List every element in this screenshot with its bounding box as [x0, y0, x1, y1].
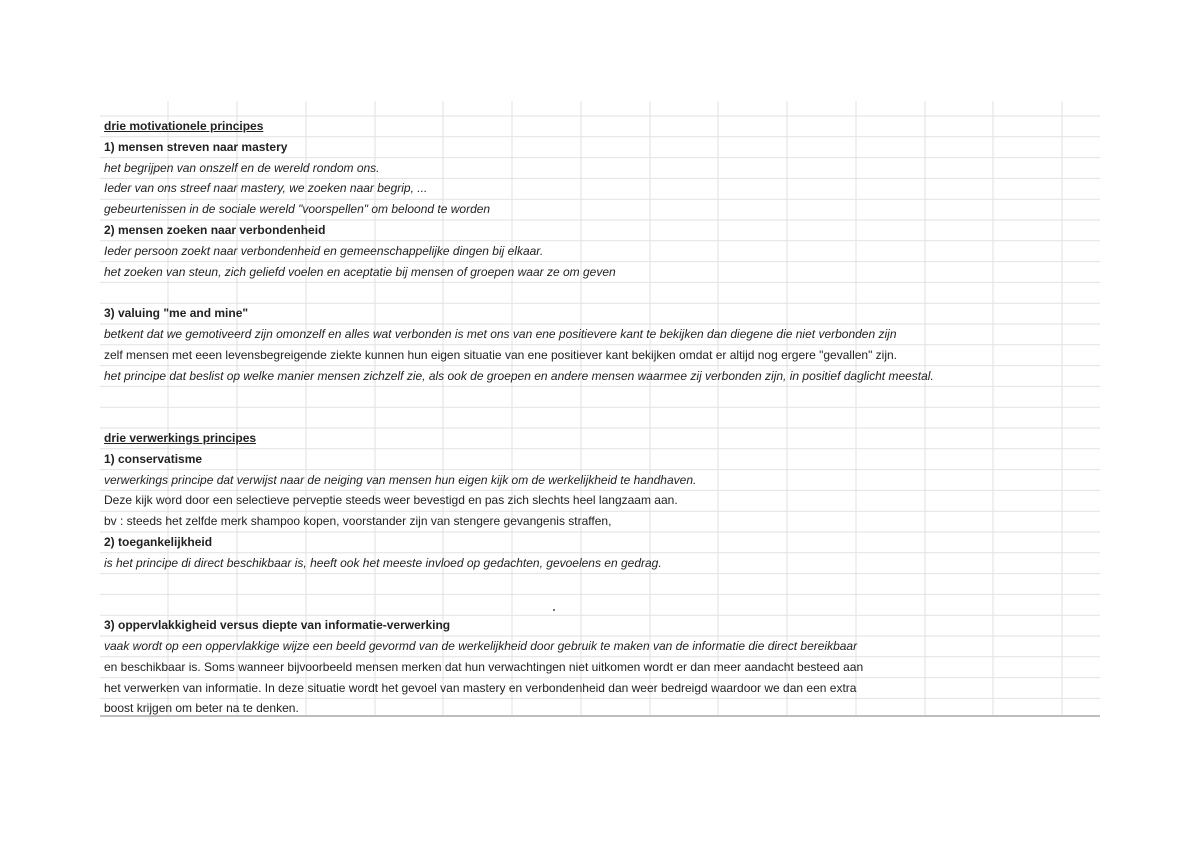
sheet-row[interactable] — [100, 470, 1100, 491]
sheet-row[interactable] — [100, 220, 1100, 241]
cell-text: het verwerken van informatie. In deze situatie wordt het gevoel van mastery en verbondenheid dan weer bedreigd waardoor we dan een extra — [104, 680, 857, 695]
sheet-row[interactable] — [100, 137, 1100, 158]
cell-text: 2) toegankelijkheid — [104, 534, 213, 549]
cell-text: bv : steeds het zelfde merk shampoo kopen, voorstander zijn van stengere gevangenis straffen, — [104, 514, 612, 529]
sheet-row[interactable] — [100, 553, 1100, 574]
sheet-row[interactable] — [100, 282, 1100, 303]
cell-text: gebeurtenissen in de sociale wereld "voorspellen" om beloond te worden — [104, 202, 491, 217]
cell-text: zelf mensen met eeen levensbegreigende ziekte kunnen hun eigen situatie van ene positiever kant bekijken omdat er altijd nog ergere "gevallen" zijn. — [104, 347, 898, 362]
sheet-row[interactable] — [100, 199, 1100, 220]
sheet-row[interactable] — [100, 345, 1100, 366]
sheet-row[interactable] — [100, 449, 1100, 470]
sheet-row[interactable] — [100, 574, 1100, 595]
sheet-row[interactable] — [100, 366, 1100, 387]
cell-text: drie verwerkings principes — [104, 430, 257, 445]
cell-text: 1) mensen streven naar mastery — [104, 139, 288, 154]
sheet-row[interactable] — [100, 657, 1100, 678]
cell-text: en beschikbaar is. Soms wanneer bijvoorbeeld mensen merken dat hun verwachtingen niet uitkomen wordt er dan meer aandacht besteed aan — [104, 659, 864, 674]
cell-text: 3) oppervlakkigheid versus diepte van informatie-verwerking — [104, 618, 451, 633]
sheet-row[interactable] — [100, 241, 1100, 262]
cell-text: 1) conservatisme — [104, 451, 203, 466]
cell-rows — [100, 116, 1100, 717]
sheet-bottom-border — [100, 715, 1100, 717]
sheet-row[interactable] — [100, 594, 1100, 615]
sheet-row[interactable] — [100, 428, 1100, 449]
sheet-row[interactable] — [100, 386, 1100, 407]
stray-mark — [553, 609, 555, 611]
cell-text: is het principe di direct beschikbaar is, heeft ook het meeste invloed op gedachten, gevoelens en gedrag. — [104, 555, 662, 570]
cell-text: het principe dat beslist op welke manier mensen zichzelf zie, als ook de groepen en andere mensen waarmee zij verbonden zijn, in positief daglicht meestal. — [104, 368, 934, 383]
sheet-row[interactable] — [100, 636, 1100, 657]
spreadsheet-grid — [100, 101, 1100, 717]
cell-text: het begrijpen van onszelf en de wereld rondom ons. — [104, 160, 380, 175]
sheet-row[interactable] — [100, 511, 1100, 532]
sheet-row[interactable] — [100, 178, 1100, 199]
sheet-row[interactable] — [100, 262, 1100, 283]
sheet-row[interactable] — [100, 678, 1100, 699]
sheet-row[interactable] — [100, 116, 1100, 137]
cell-text: drie motivationele principes — [104, 119, 264, 133]
cell-text: Ieder van ons streef naar mastery, we zoeken naar begrip, ... — [104, 181, 428, 196]
cell-text: vaak wordt op een oppervlakkige wijze een beeld gevormd van de werkelijkheid door gebruik te maken van de informatie die direct bereikbaar — [104, 638, 858, 653]
cell-text: betkent dat we gemotiveerd zijn omonzelf en alles wat verbonden is met ons van ene positievere kant te bekijken dan diegene die niet verbonden zijn — [104, 326, 897, 341]
cell-text: 2) mensen zoeken naar verbondenheid — [104, 222, 326, 237]
sheet-row[interactable] — [100, 303, 1100, 324]
sheet-row[interactable] — [100, 324, 1100, 345]
cell-text: Deze kijk word door een selectieve perveptie steeds weer bevestigd en pas zich slechts heel langzaam aan. — [104, 493, 678, 508]
cell-text: het zoeken van steun, zich geliefd voelen en aceptatie bij mensen of groepen waar ze om geven — [104, 264, 616, 279]
sheet-row[interactable] — [100, 532, 1100, 553]
sheet-row[interactable] — [100, 490, 1100, 511]
cell-text: Ieder persoon zoekt naar verbondenheid en gemeenschappelijke dingen bij elkaar. — [104, 243, 544, 258]
sheet-row[interactable] — [100, 407, 1100, 428]
cell-text: 3) valuing "me and mine" — [104, 306, 249, 321]
sheet-row[interactable] — [100, 158, 1100, 179]
sheet-row[interactable] — [100, 615, 1100, 636]
cell-text: boost krijgen om beter na te denken. — [104, 701, 299, 716]
cell-text: verwerkings principe dat verwijst naar de neiging van mensen hun eigen kijk om de werkelijkheid te handhaven. — [104, 472, 697, 487]
